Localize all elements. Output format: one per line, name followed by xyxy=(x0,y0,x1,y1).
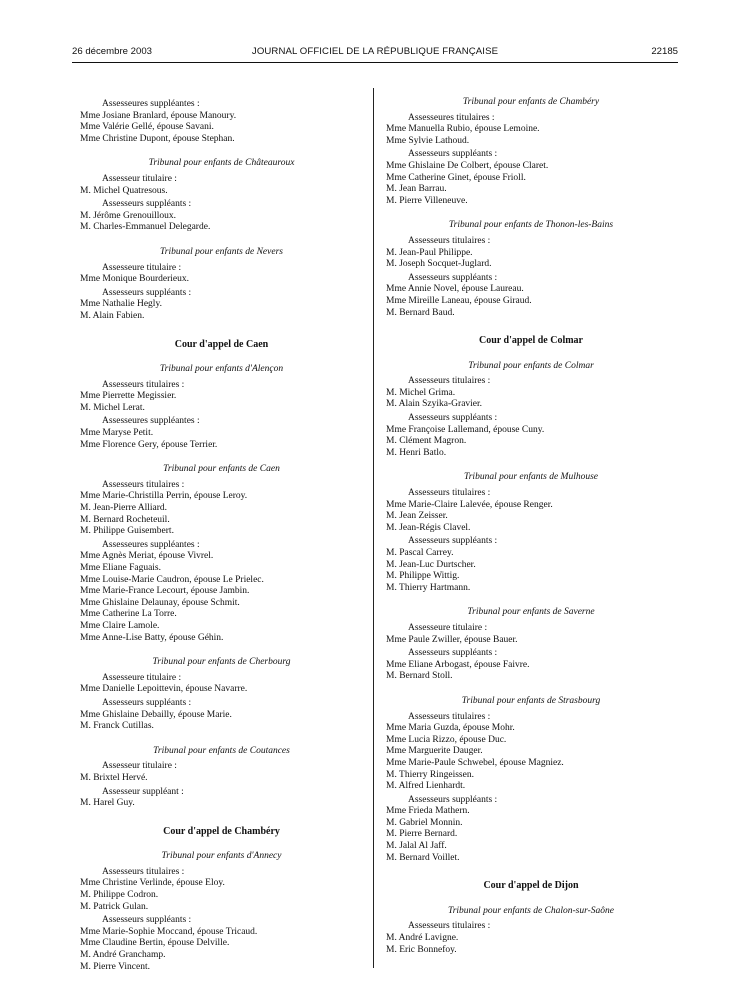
member-name: Mme Annie Novel, épouse Laureau. xyxy=(386,284,524,295)
member-name: M. Gabriel Monnin. xyxy=(386,817,463,828)
role-label: Assesseurs suppléants : xyxy=(102,199,192,210)
member-name: M. Michel Grima. xyxy=(386,387,456,398)
member-name: M. Thierry Ringeissen. xyxy=(386,769,474,780)
header-page-number: 22185 xyxy=(651,46,678,57)
member-name: Mme Marie-France Lecourt, épouse Jambin. xyxy=(80,586,250,597)
right-column xyxy=(386,97,676,969)
member-name: Mme Catherine La Torre. xyxy=(80,609,177,620)
member-name: M. Philippe Guisembert. xyxy=(80,526,174,537)
member-name: M. Jean-Pierre Alliard. xyxy=(80,503,168,514)
role-label: Assesseures titulaires : xyxy=(408,112,495,123)
role-label: Assesseur titulaire : xyxy=(102,761,177,772)
role-label: Assesseurs suppléants : xyxy=(408,413,498,424)
role-label: Assesseurs suppléants : xyxy=(408,536,498,547)
member-name: Mme Marie-Paule Schwebel, épouse Magniez. xyxy=(386,757,564,768)
member-name: M. André Lavigne. xyxy=(386,933,459,944)
role-label: Assesseurs suppléants : xyxy=(408,648,498,659)
member-name: M. Jean-Régis Clavel. xyxy=(386,522,471,533)
court-heading: Cour d'appel de Colmar xyxy=(479,335,583,347)
role-label: Assesseure titulaire : xyxy=(102,672,182,683)
tribunal-heading: Tribunal pour enfants de Châteauroux xyxy=(148,158,295,169)
member-name: Mme Marie-Sophie Moccand, épouse Tricaud. xyxy=(80,926,258,937)
member-name: M. Michel Lerat. xyxy=(80,402,145,413)
role-label: Assesseurs titulaires : xyxy=(102,866,185,877)
member-name: Mme Louise-Marie Caudron, épouse Le Prielec. xyxy=(80,574,264,585)
member-name: M. Bernard Baud. xyxy=(386,307,455,318)
member-name: Mme Eliane Arbogast, épouse Faivre. xyxy=(386,659,530,670)
member-name: M. Alfred Lienhardt. xyxy=(386,781,466,792)
role-label: Assesseurs titulaires : xyxy=(408,488,491,499)
member-name: M. Philippe Codron. xyxy=(80,890,159,901)
member-name: M. Alain Fabien. xyxy=(80,310,145,321)
tribunal-section xyxy=(386,906,676,956)
header-date: 26 décembre 2003 xyxy=(72,46,153,57)
member-name: Mme Ghislaine De Colbert, épouse Claret. xyxy=(386,160,549,171)
header-rule xyxy=(72,62,678,63)
tribunal-heading: Tribunal pour enfants d'Alençon xyxy=(159,364,284,375)
member-name: M. Eric Bonnefoy. xyxy=(386,944,457,955)
member-name: Mme Claudine Bertin, épouse Delville. xyxy=(80,938,230,949)
member-name: M. Bernard Voillet. xyxy=(386,852,460,863)
member-name: Mme Eliane Faguais. xyxy=(80,563,161,573)
court-heading: Cour d'appel de Dijon xyxy=(483,880,579,892)
member-name: M. Henri Batlo. xyxy=(386,447,447,458)
role-label: Assesseures suppléantes : xyxy=(102,416,200,427)
member-name: Mme Françoise Lallemand, épouse Cuny. xyxy=(386,424,545,435)
tribunal-heading: Tribunal pour enfants de Colmar xyxy=(468,360,594,371)
member-name: Mme Marie-Christilla Perrin, épouse Leroy. xyxy=(80,491,248,502)
tribunal-section xyxy=(386,696,676,864)
tribunal-heading: Tribunal pour enfants de Strasbourg xyxy=(461,695,601,706)
member-name: M. Alain Szyika-Gravier. xyxy=(386,399,483,410)
member-name: Mme Christine Dupont, épouse Stephan. xyxy=(80,133,235,144)
member-name: M. Brixtel Hervé. xyxy=(80,772,148,783)
role-label: Assesseur suppléant : xyxy=(102,786,184,797)
member-name: Mme Ghislaine Debailly, épouse Marie. xyxy=(80,709,232,720)
member-name: M. Franck Cutillas. xyxy=(80,721,154,732)
member-name: M. Jean-Paul Philippe. xyxy=(386,247,473,258)
member-name: Mme Josiane Branlard, épouse Manoury. xyxy=(80,110,237,121)
role-label: Assesseurs titulaires : xyxy=(102,479,185,490)
member-name: Mme Maryse Petit. xyxy=(80,428,154,439)
role-label: Assesseurs titulaires : xyxy=(408,921,491,932)
tribunal-heading: Tribunal pour enfants de Chambéry xyxy=(462,97,600,107)
role-label: Assesseurs suppléants : xyxy=(102,287,192,298)
member-name: M. Joseph Socquet-Juglard. xyxy=(386,259,492,270)
member-name: Mme Maria Guzda, épouse Mohr. xyxy=(386,723,515,734)
member-name: M. Harel Guy. xyxy=(80,798,135,809)
role-label: Assesseurs titulaires : xyxy=(102,379,185,390)
member-name: Mme Nathalie Hegly. xyxy=(80,299,162,310)
tribunal-section xyxy=(80,746,363,810)
tribunal-heading: Tribunal pour enfants de Saverne xyxy=(467,607,595,618)
member-name: M. Jean Barrau. xyxy=(386,184,447,195)
member-name: M. Pascal Carrey. xyxy=(386,548,454,558)
role-label: Assesseure titulaire : xyxy=(102,262,182,273)
role-label: Assesseurs suppléants : xyxy=(102,915,192,926)
member-name: M. Bernard Rocheteuil. xyxy=(80,514,170,525)
tribunal-section xyxy=(386,97,676,207)
member-name: Mme Catherine Ginet, épouse Frioll. xyxy=(386,172,526,183)
member-name: M. Thierry Hartmann. xyxy=(386,582,471,593)
tribunal-heading: Tribunal pour enfants de Coutances xyxy=(153,745,290,756)
member-name: Mme Florence Gery, épouse Terrier. xyxy=(80,439,218,450)
member-name: M. Jalal Al Jaff. xyxy=(386,841,447,852)
tribunal-section xyxy=(386,220,676,319)
member-name: M. Jean Zeisser. xyxy=(386,511,448,522)
role-label: Assesseurs suppléants : xyxy=(408,149,498,160)
member-name: M. Pierre Villeneuve. xyxy=(386,195,468,206)
member-name: Mme Pierrette Megissier. xyxy=(80,391,177,402)
member-name: M. Charles-Emmanuel Delegarde. xyxy=(80,222,211,233)
role-label: Assesseures suppléantes : xyxy=(102,539,200,550)
member-name: M. Philippe Wittig. xyxy=(386,571,460,582)
tribunal-heading: Tribunal pour enfants de Cherbourg xyxy=(152,657,291,668)
member-name: Mme Manuella Rubio, épouse Lemoine. xyxy=(386,124,540,135)
member-name: Mme Ghislaine Delaunay, épouse Schmit. xyxy=(80,597,240,608)
column-divider xyxy=(373,88,374,968)
role-label: Assesseur titulaire : xyxy=(102,173,177,184)
role-label: Assesseurs titulaires : xyxy=(408,711,491,722)
tribunal-section xyxy=(80,364,363,451)
tribunal-section xyxy=(80,247,363,323)
member-name: M. Patrick Gulan. xyxy=(80,901,149,912)
member-name: M. Clément Magron. xyxy=(386,436,467,447)
member-name: Mme Claire Lamole. xyxy=(80,620,160,631)
member-name: Mme Monique Bourderieux. xyxy=(80,274,189,285)
member-name: Mme Danielle Lepoittevin, épouse Navarre. xyxy=(80,684,248,695)
member-name: M. Pierre Bernard. xyxy=(386,829,458,840)
member-name: M. Pierre Vincent. xyxy=(80,961,150,972)
tribunal-heading: Tribunal pour enfants d'Annecy xyxy=(161,851,282,862)
tribunal-section xyxy=(80,657,363,733)
member-name: Mme Paule Zwiller, épouse Bauer. xyxy=(386,634,518,645)
member-name: Mme Marguerite Dauger. xyxy=(386,746,483,757)
tribunal-heading: Tribunal pour enfants de Caen xyxy=(163,464,280,475)
role-label: Assesseurs suppléants : xyxy=(102,697,192,708)
member-name: Mme Sylvie Lathoud. xyxy=(386,135,470,146)
tribunal-heading: Tribunal pour enfants de Chalon-sur-Saône xyxy=(447,905,615,916)
member-name: M. Jean-Luc Durtscher. xyxy=(386,559,476,570)
header-journal-title: JOURNAL OFFICIEL DE LA RÉPUBLIQUE FRANÇAISE xyxy=(251,46,499,57)
member-name: M. Michel Quatresous. xyxy=(80,185,168,196)
tribunal-section xyxy=(80,464,363,644)
member-name: Mme Marie-Claire Lalevée, épouse Renger. xyxy=(386,499,553,510)
tribunal-heading: Tribunal pour enfants de Nevers xyxy=(160,246,283,257)
member-name: M. Jérôme Grenouilloux. xyxy=(80,210,177,221)
court-heading: Cour d'appel de Caen xyxy=(174,338,269,350)
tribunal-section xyxy=(80,851,363,973)
tribunal-section xyxy=(386,607,676,683)
court-heading: Cour d'appel de Chambéry xyxy=(163,825,280,837)
tribunal-section xyxy=(386,361,676,460)
member-name: Mme Agnès Meriat, épouse Vivrel. xyxy=(80,551,214,562)
left-column xyxy=(80,97,363,986)
member-name: Mme Christine Verlinde, épouse Eloy. xyxy=(80,878,225,889)
tribunal-section xyxy=(80,158,363,234)
tribunal-section xyxy=(386,472,676,594)
tribunal-heading: Tribunal pour enfants de Mulhouse xyxy=(463,472,599,483)
page-header xyxy=(72,46,678,60)
role-label: Assesseurs suppléants : xyxy=(408,794,498,805)
role-label: Assesseurs titulaires : xyxy=(408,376,491,387)
member-name: M. André Granchamp. xyxy=(80,950,166,961)
tribunal-heading: Tribunal pour enfants de Thonon-les-Bains xyxy=(448,220,614,231)
member-name: Mme Frieda Mathern. xyxy=(386,806,470,817)
role-label: Assesseurs titulaires : xyxy=(408,235,491,246)
role-label: Assesseures suppléantes : xyxy=(102,99,200,109)
tribunal-section xyxy=(80,99,363,145)
member-name: Mme Lucia Rizzo, épouse Duc. xyxy=(386,734,507,745)
member-name: Mme Anne-Lise Batty, épouse Géhin. xyxy=(80,632,224,643)
member-name: M. Bernard Stoll. xyxy=(386,671,453,682)
role-label: Assesseurs suppléants : xyxy=(408,272,498,283)
member-name: Mme Valérie Gellé, épouse Savani. xyxy=(80,122,214,133)
member-name: Mme Mireille Laneau, épouse Giraud. xyxy=(386,295,532,306)
role-label: Assesseure titulaire : xyxy=(408,622,488,633)
